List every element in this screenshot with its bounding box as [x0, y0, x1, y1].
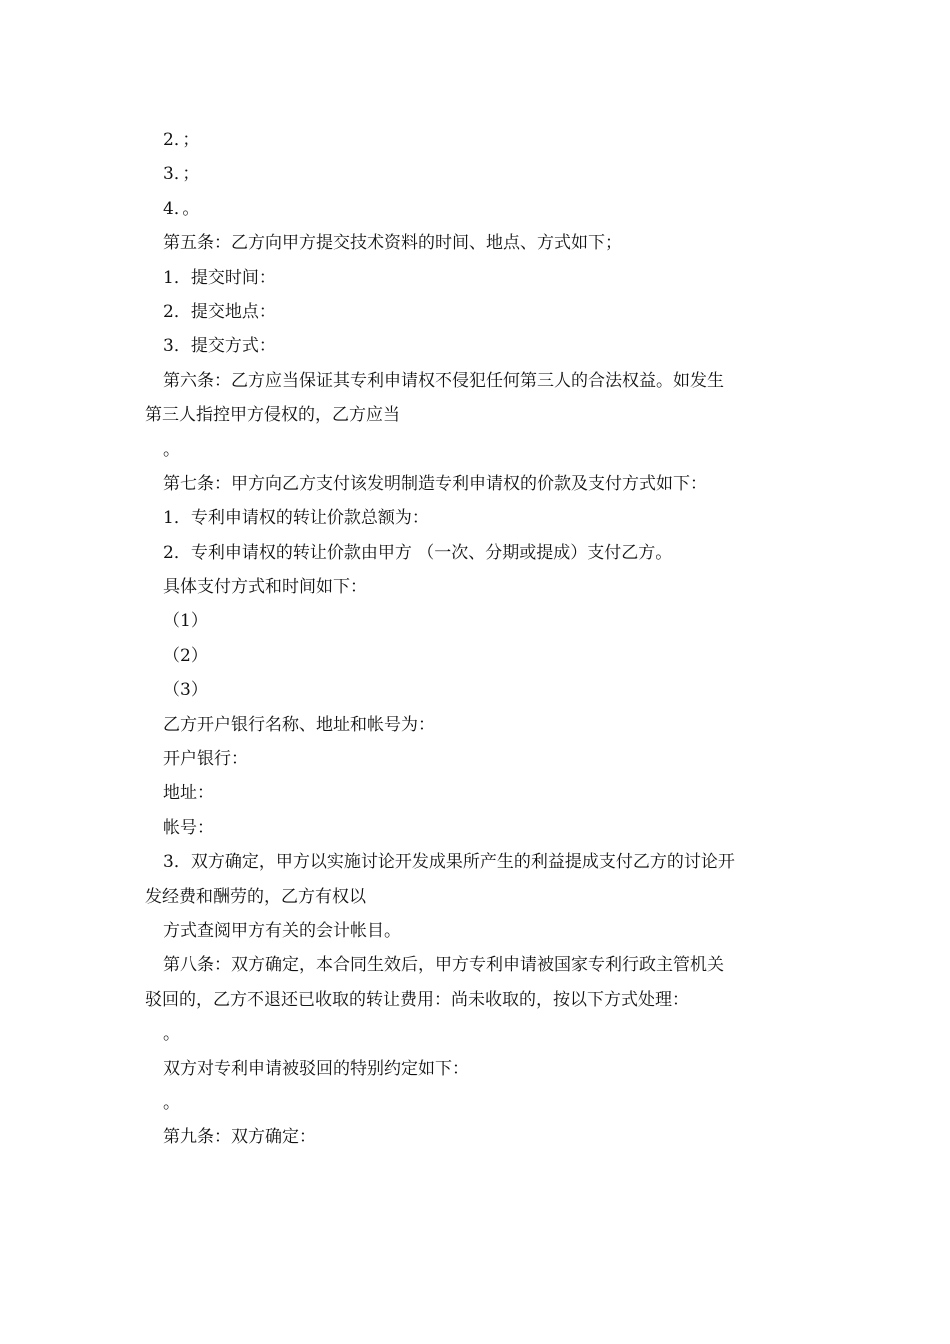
- text-line: 。: [163, 1092, 180, 1113]
- text-line: 驳回的，乙方不退还已收取的转让费用：尚未收取的，按以下方式处理：: [145, 989, 689, 1010]
- text-line: 发经费和酬劳的，乙方有权以: [145, 886, 366, 907]
- text-line: 2．提交地点：: [163, 301, 276, 322]
- text-line: 乙方开户银行名称、地址和帐号为：: [163, 714, 435, 735]
- account-number-line: 帐号：: [163, 817, 214, 838]
- text-line: 1．专利申请权的转让价款总额为：: [163, 508, 429, 529]
- document-body: [0, 123, 950, 1155]
- text-line: 具体支付方式和时间如下：: [163, 577, 367, 598]
- text-line: 4．。: [163, 198, 200, 219]
- text-line: 3．双方确定，甲方以实施讨论开发成果所产生的利益提成支付乙方的讨论开: [163, 852, 735, 873]
- article-9-heading: 第九条：双方确定：: [163, 1127, 316, 1148]
- bank-address-line: 地址：: [163, 783, 214, 804]
- text-line: 。: [163, 1024, 180, 1045]
- text-line: 3．提交方式：: [163, 336, 276, 357]
- text-line: 1．提交时间：: [163, 267, 276, 288]
- text-line: 2．专利申请权的转让价款由甲方 （一次、分期或提成）支付乙方。: [163, 542, 673, 563]
- text-line: 第三人指控甲方侵权的，乙方应当: [145, 405, 400, 426]
- article-6-heading: 第六条：乙方应当保证其专利申请权不侵犯任何第三人的合法权益。如发生: [163, 370, 724, 391]
- text-line: 方式查阅甲方有关的会计帐目。: [163, 920, 401, 941]
- article-8-heading: 第八条：双方确定，本合同生效后，甲方专利申请被国家专利行政主管机关: [163, 955, 724, 976]
- text-line: （1）: [163, 611, 208, 632]
- text-line: （2）: [163, 645, 208, 666]
- text-line: 。: [163, 439, 180, 460]
- article-7-heading: 第七条：甲方向乙方支付该发明制造专利申请权的价款及支付方式如下：: [163, 473, 707, 494]
- text-line: 3．；: [163, 164, 200, 185]
- text-line: （3）: [163, 680, 208, 701]
- text-line: 2．；: [163, 130, 200, 150]
- bank-name-line: 开户银行：: [163, 749, 248, 770]
- article-5-heading: 第五条：乙方向甲方提交技术资料的时间、地点、方式如下；: [163, 233, 622, 254]
- text-line: 双方对专利申请被驳回的特别约定如下：: [163, 1058, 469, 1079]
